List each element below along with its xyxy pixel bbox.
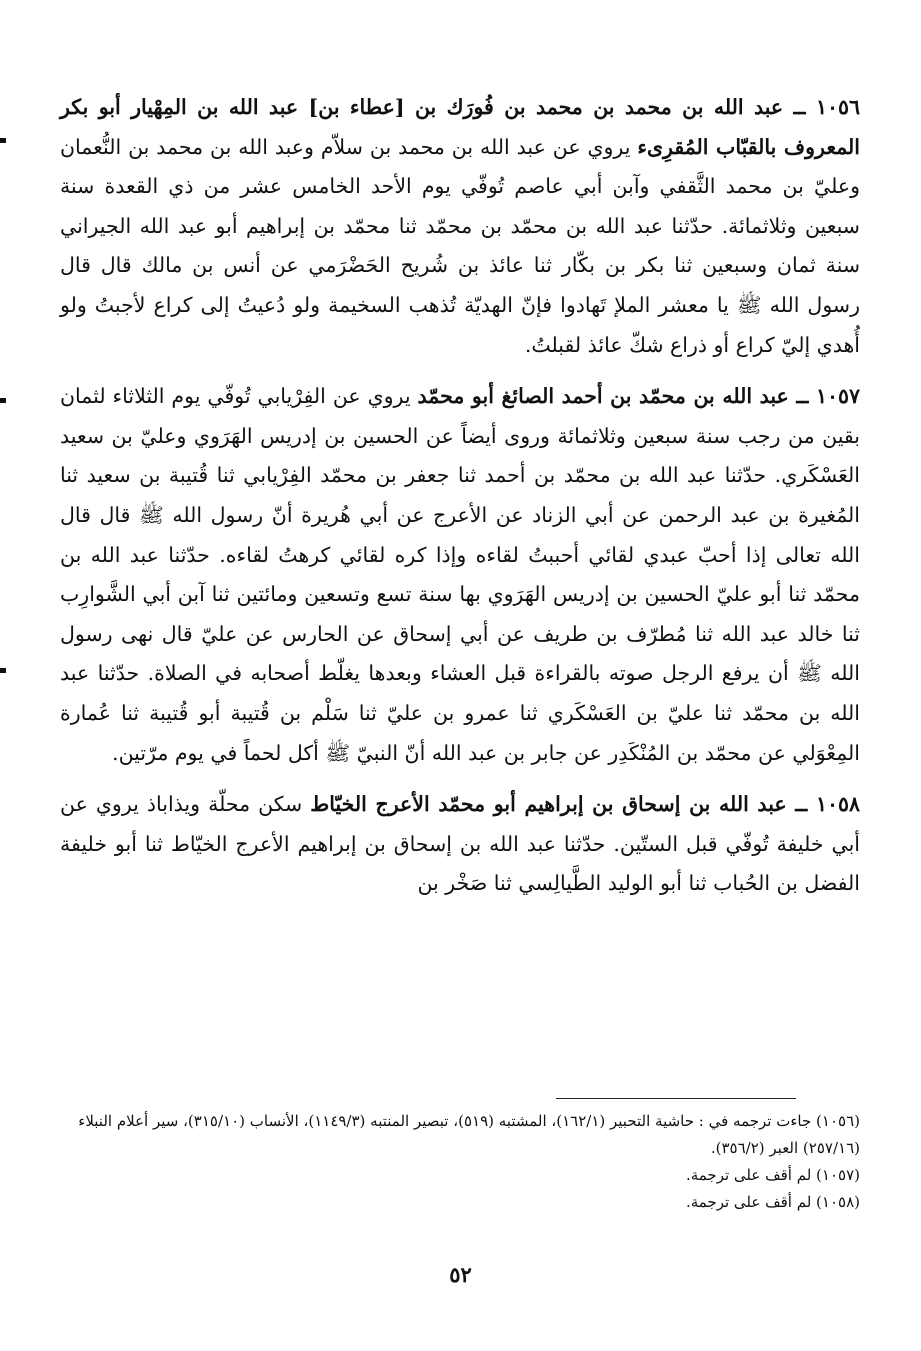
entry-paragraph <box>60 785 860 904</box>
entry-heading: ١٠٥٦ ــ عبد الله بن محمد بن محمد بن فُورَك بن [عطاء بن] عبد الله بن المِهْيار أبو بكر المعروف بالقبّاب المُقرِىء <box>60 95 860 159</box>
page-number: ٥٢ <box>449 1262 472 1287</box>
footnotes <box>60 1108 860 1216</box>
footnote-1058: (١٠٥٨) لم أقف على ترجمة. <box>685 1193 860 1211</box>
footnote-1057: (١٠٥٧) لم أقف على ترجمة. <box>685 1166 860 1184</box>
entry-1057 <box>60 377 860 773</box>
scan-margin-mark <box>0 398 6 403</box>
entry-paragraph <box>60 88 860 365</box>
entry-paragraph <box>60 377 860 773</box>
entry-1058 <box>60 785 860 904</box>
footnote-divider <box>556 1098 796 1099</box>
entry-heading: ١٠٥٨ ــ عبد الله بن إسحاق بن إبراهيم أبو محمّد الأعرج الخيّاط <box>310 792 861 817</box>
entry-heading: ١٠٥٧ ــ عبد الله بن محمّد بن أحمد الصائغ أبو محمّد <box>417 384 860 409</box>
footnote-1056: (١٠٥٦) جاءت ترجمه في : حاشية التحبير (١٦٢/١)، المشتبه (٥١٩)، تبصير المنتبه (١١٤٩/٣)، الأنساب (٣١٥/١٠)، سير أعلام النبلاء (٢٥٧/١٦) العبر (٣٥٦/٢). <box>78 1112 860 1157</box>
entry-text: يروي عن الفِرْيابي تُوفّي يوم الثلاثاء لثمان بقين من رجب سنة سبعين وثلاثمائة وروى أيضاً عن الحسين بن إدريس الهَرَوي وعليّ بن سعيد العَسْكَري. حدّثنا عبد الله بن محمّد بن أحمد ثنا جعفر بن محمّد الفِرْيابي ثنا قُتيبة بن سعيد ثنا المُغيرة بن عبد الرحمن عن أبي الزناد عن الأعرج عن أبي هُريرة أنّ رسول الله ﷺ قال قال الله تعالى إذا أحبّ عبدي لقائي أحببتُ لقاءه وإذا كره لقائي كرهتُ لقاءه. حدّثنا عبد الله بن محمّد ثنا أبو عليّ الحسين بن إدريس الهَرَوي بها سنة تسع وتسعين ومائتين ثنا آبن أبي الشَّوارِب ثنا خالد عبد الله ثنا مُطرّف بن طريف عن أبي إسحاق عن الحارس عن عليّ قال نهى رسول الله ﷺ أن يرفع الرجل صوته بالقراءة قبل العشاء وبعدها يغلّط أصحابه في الصلاة. حدّثنا عبد الله بن محمّد ثنا عليّ بن العَسْكَري ثنا عمرو بن عليّ ثنا سَلْم بن قُتيبة أبو قُتيبة ثنا عُمارة المِعْوَلي عن محمّد بن المُنْكَدِر عن جابر بن عبد الله أنّ النبيّ ﷺ أكل لحماً في يوم مرّتين. <box>60 384 860 765</box>
entry-1056 <box>60 88 860 365</box>
page-body <box>60 88 860 916</box>
scan-margin-mark <box>0 668 6 673</box>
scan-margin-mark <box>0 138 6 143</box>
entry-text: سكن محلّة ويذاباذ يروي عن أبي خليفة تُوفّي قبل الستّين. حدّثنا عبد الله بن إسحاق بن إبراهيم الأعرج الخيّاط ثنا أبو خليفة الفضل بن الحُباب ثنا أبو الوليد الطَّيالِسي ثنا صَخْر بن <box>60 792 860 896</box>
entry-text: يروي عن عبد الله بن محمد بن سلاّم وعبد الله بن محمد بن النُّعمان وعليّ بن محمد الثَّقفي وآبن أبي عاصم تُوفّي يوم الأحد الخامس عشر من ذي القعدة سنة سبعين وثلاثمائة. حدّثنا عبد الله بن محمّد بن محمّد ثنا محمّد بن إبراهيم أبو عبد الله الجيراني سنة ثمان وسبعين ثنا بكر بن بكّار ثنا عائذ بن شُريح الحَضْرَمي عن أنس بن مالك قال قال رسول الله ﷺ يا معشر الملإ تَهادوا فإنّ الهديّة تُذهب السخيمة ولو دُعيتُ إلى كراع لأجبتُ ولو أُهدي إليّ كراع أو ذراع شكّ عائذ لقبلتُ. <box>60 134 860 357</box>
